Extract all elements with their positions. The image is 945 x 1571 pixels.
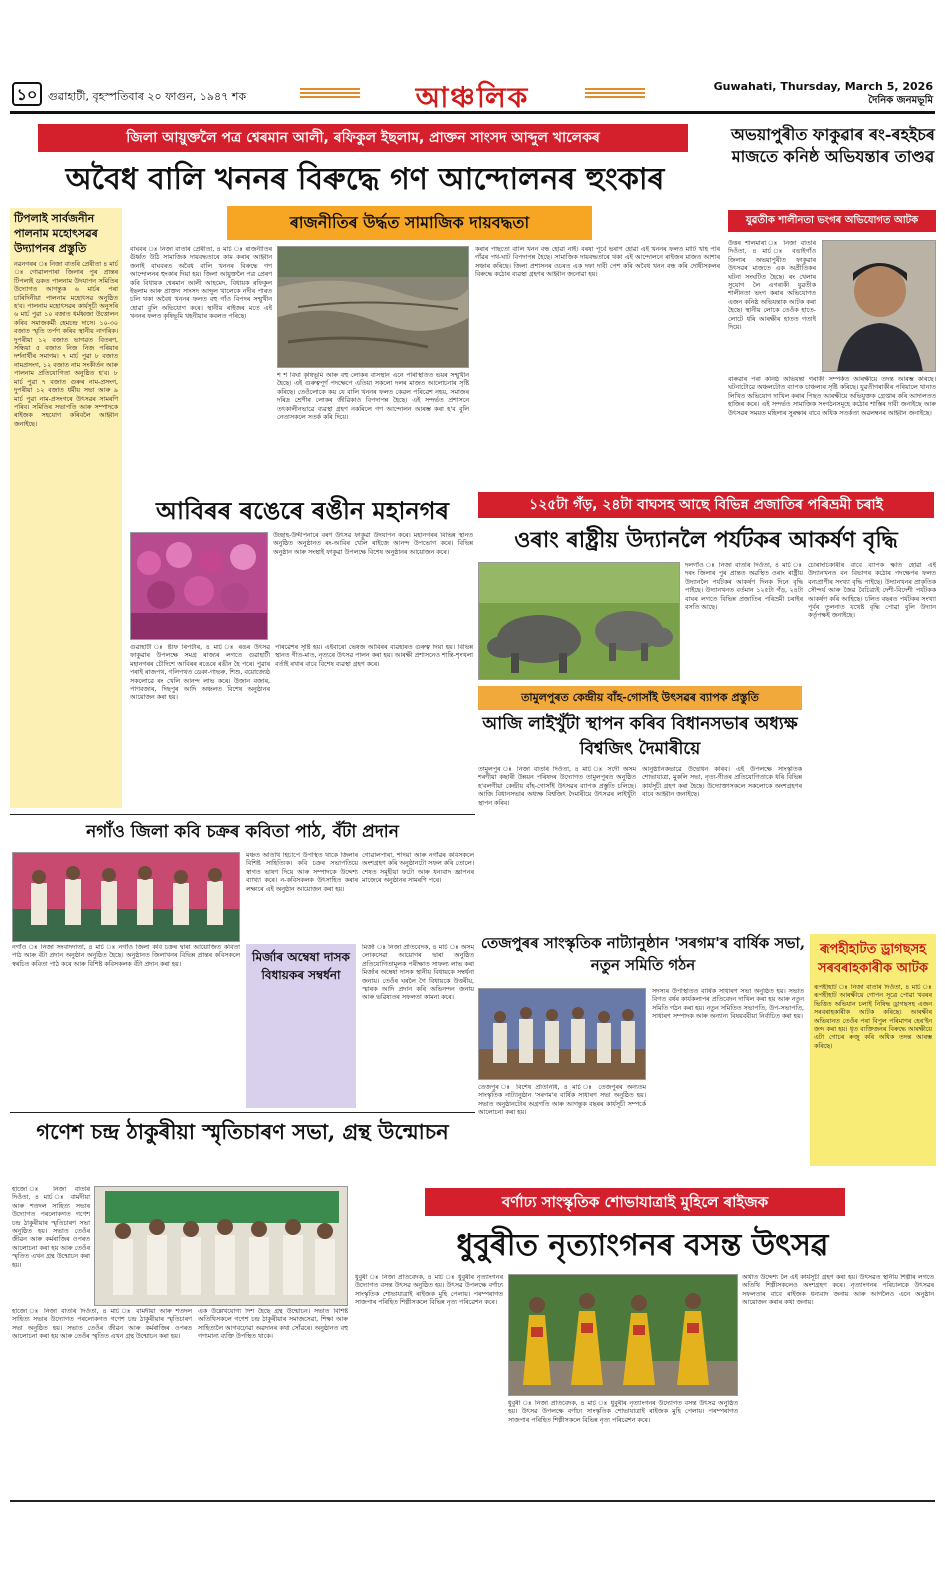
- tezpur-body-col1: সদস্যৰ উপস্থিতিত বাৰ্ষিক সাধাৰণ সভা অনুষ্ঠিত হয়। সভাত বিগত বৰ্ষৰ কাৰ্যকলাপৰ প্ৰতিবেদন দাখিল কৰা হয় আৰু নতুন সমিতি গঠন কৰা হয়। নতুন সমিতিত সভাপতি, উপ-সভাপতি, সাধাৰণ সম্পাদক আৰু অন্যান্য বিষয়ববীয়া নিৰ্বাচিত কৰা হয়।: [652, 988, 804, 1021]
- tamulpur-body-col1: তামুলপুৰ ঃ নিজা বাতৰি দিওঁতা, ৪ মাৰ্চ ঃ সদৌ অসম শৰণীয়া কছাৰী উন্নয়ন পৰিষদৰ উদ্যোগত তামুলপুৰত অনুষ্ঠিত হ'বলগীয়া কেন্দ্ৰীয় বাঁহ-গোসাঁই উৎসৱৰ ব্যাপক প্ৰস্তুতি চলিছে। আজি বিধানসভাৰ অধ্যক্ষ বিশ্বজিৎ দৈমাৰীয়ে উৎসৱৰ লাইখুঁটা স্থাপন কৰিব।: [478, 766, 636, 807]
- abir-body-col2: গুৱাহাটী ঃ ষ্টাফ ৰিপৰ্টাৰ, ৪ মাৰ্চ ঃ ৰঙৰ উৎসৱ ফাকুৱাৰ উপলক্ষে সমগ্ৰ ৰাজ্যৰ লগতে গুৱাহাটী মহানগৰৰ চৌদিশে আবিৰৰ ৰঙেৰে ৰঙীন হৈ পৰে। পুৱাৰ পৰাই ৰাজপথ, গলিপথত ডেকা-গাভৰু, শিশু, বয়োজ্যেষ্ঠ সকলোৱে ৰং খেলি আনন্দ লাভ কৰে। উজান বজাৰ, পাণবজাৰ, দিছপুৰ আদি অঞ্চলত বিশেষ অনুষ্ঠানৰ আয়োজন কৰা হয়।: [130, 644, 270, 702]
- mirza-box: [246, 944, 356, 1108]
- dancers-procession-illustration: [509, 1275, 738, 1396]
- dhubri-body-col2: ধুবুৰী ঃ নিজা প্ৰতিবেদক, ৪ মাৰ্চ ঃ ধুবুৰীৰ নৃত্যাংগনৰ উদ্যোগত বসন্ত উৎসৱ অনুষ্ঠিত হয়। উৎসৱ উপলক্ষে বৰ্ণাঢ্য সাংস্কৃতিক শোভাযাত্ৰাই ৰাইজক মুহি পেলায়। পৰম্পৰাগত সাজপাৰ পৰিহিত শিল্পীসকলে বিভিন্ন নৃত্য পৰিৱেশন কৰে।: [508, 1400, 738, 1424]
- nagaon-body-col2: মঞ্চত অতিথি হিচাপে উপস্থিত থাকে জিলাৰ বিশিষ্ট সাহিত্যিক। কবি চক্ৰৰ সভাপতিয়ে স্বাগত ভাষণ দিয়ে আৰু সম্পাদকে উদ্দেশ্য ব্যাখ্যা কৰে। ন-কবিসকলক উৎসাহিত কৰাৰ লক্ষ্যৰে এই অনুষ্ঠান আয়োজন কৰা হয়।: [246, 852, 358, 893]
- story1-body-col2: শ শ বিঘা কৃষিভূমি আৰু বহু লোকৰ বাসস্থান এনে পৰিস্থিতিত ভয়ৰ সন্মুখীন হৈছে। এই গুৰুত্বপূৰ্ণ পদক্ষেপে এতিয়া সকলো দলৰ মাজত আলোচনাৰ সৃষ্টি কৰিছে। তেওঁলোকে কয় যে বালি খননৰ ফলত কেৱল পৰিৱেশ নহয়, সমাজৰ দৰিদ্ৰ শ্ৰেণীৰ লোকৰ জীৱিকাও বিপদাপন্ন হৈছে। এই সন্দৰ্ভত প্ৰশাসনে তৎকালীনভাৱে ব্যৱস্থা গ্ৰহণ নকৰিলে গণ আন্দোলন আৰম্ভ কৰা হ'ব বুলি নেতাসকলে সতৰ্ক কৰি দিয়ে।: [277, 372, 469, 422]
- dhubri-redbar: বৰ্ণাঢ্য সাংস্কৃতিক শোভাযাত্ৰাই মুহিলে ৰাইজক: [425, 1188, 845, 1216]
- masthead: [300, 76, 645, 112]
- holi-crowd-illustration: [131, 533, 268, 640]
- tiplai-body: নৱনগৰৰ ঃ নিজা বাতৰি প্ৰেৰীতা ৪ মাৰ্চ ঃ গোৱালপাৰা জিলাৰ পুৰ প্ৰান্তৰ টিপলাই ডকত পালনাম উদযাপন সমিতিৰ উদ্যোগত আগন্তুক ৬ মাৰ্চৰ পৰা চাৰিদিনীয়া পালনাম মহোৎসৱ অনুষ্ঠিত হ'ব। পালনাম মহোৎসৱৰ কাৰ্যসূচী অনুসৰি ৬ মাৰ্চ পুৱা ১০ বজাত ধৰ্মধ্বজা উত্তোলন কৰিব সমাজকৰ্মী হেমচন্দ্ৰ দাসে। ১০-৩০ বজাত স্মৃতি তৰ্পণ কৰিব স্থানীয় নাগৰিক। দুপৰীয়া ১২ বজাত ভাগৱত বিতৰণ, সন্ধিয়া ৫ বজাত নিজ নিজ পৰিয়াৰ দৰ্শনাৰ্থীৰ সমাগম। ৭ মাৰ্চ পুৱা ৮ বজাত নামপ্ৰসংগ, ১২ বজাত নাম সংকীৰ্তন আৰু পালনাম প্ৰতিযোগিতা অনুষ্ঠিত হ'ব। ৮ মাৰ্চ পুৱা ৭ বজাত গুৰুৰ নাম-প্ৰসংগ, দুপৰীয়া ১২ বজাত ধৰ্মীয় সভা আৰু ৯ মাৰ্চ পুৱা নাম-প্ৰসংগৰে উৎসৱৰ সামৰণি পৰিব। সমিতিৰ সভাপতি আৰু সম্পাদকে ৰাইজক সহযোগ কৰিবলৈ আহ্বান জনাইছে।: [14, 261, 118, 428]
- orang-headline: ওৰাং ৰাষ্ট্ৰীয় উদ্যানলৈ পৰ্যটকৰ আকৰ্ষণ বৃদ্ধি: [514, 527, 898, 553]
- story1-headline: অবৈধ বালি খননৰ বিৰুদ্ধে গণ আন্দোলনৰ হুংকাৰ: [65, 162, 665, 197]
- dhubri-headline: ধুবুৰীত নৃত্যাংগনৰ বসন্ত উৎসৱ: [456, 1228, 829, 1263]
- orang-redbar: ১২৫টা গঁড়, ২৪টা বাঘসহ আছে বিভিন্ন প্ৰজাতিৰ পৰিভ্ৰমী চৰাই: [478, 492, 934, 518]
- divider: [10, 1112, 475, 1113]
- tamulpur-kicker: তামুলপুৰত কেন্দ্ৰীয় বাঁহ-গোসাঁই উৎসৱৰ ব্যাপক প্ৰস্তুতি: [478, 686, 802, 710]
- ganesh-body-col3: এক উল্লেখযোগ্য দিশ হৈছে গ্ৰন্থ উন্মোচন। সভাত বিশিষ্ট অতিথিসকলে গণেশ চন্দ্ৰ ঠাকুৰীয়াৰ সমাজসেৱা, শিক্ষা আৰু সাহিত্যলৈ আগবঢ়োৱা অৱদানৰ কথা সোঁৱৰে। অনুষ্ঠানত বহু গণ্যমান্য ব্যক্তি উপস্থিত থাকে।: [198, 1308, 348, 1341]
- mirza-body: মিৰ্জা ঃ নিজা প্ৰতিবেদক, ৪ মাৰ্চ ঃ অসম লোকসেৱা আয়োগৰ দ্বাৰা অনুষ্ঠিত প্ৰতিযোগিতামূলক পৰীক্ষাত সাফল্য লাভ কৰা মিৰ্জাৰ অম্বেষা দাসক স্থানীয় বিধায়কে সম্বৰ্ধনা জনায়। তেওঁৰ ঘৰলৈ গৈ বিধায়কে উত্তৰীয়, স্মাৰক আদি প্ৰদান কৰি অভিনন্দন জনায় আৰু ভৱিষ্যতৰ সফলতা কামনা কৰে।: [362, 944, 474, 1002]
- tiplai-box: [10, 208, 122, 808]
- nagaon-body-col3: গোৱালপাৰা, শদিয়া আৰু নগাঁৱৰ কবিসকলে অংশগ্ৰহণ কৰি অনুষ্ঠানটো সফল কৰি তোলে। শেষত সমূহীয়া ফটো আৰু ধন্যবাদ জ্ঞাপনৰ মাজেৰে অনুষ্ঠানৰ সামৰণি পৰে।: [362, 852, 474, 885]
- date-english: [714, 80, 933, 108]
- tezpur-photo-meeting: [478, 988, 646, 1080]
- abhaya-body-col2: বাৰুৱাৰ পৰা কনিষ্ঠ অভিযন্তা গৰাকী সম্পৰ্কত আৰক্ষীয়ে তদন্ত আৰম্ভ কৰিছে। ঘটনাটোৱে অঞ্চলটোত ব্যাপক চাঞ্চল্যৰ সৃষ্টি কৰিছে। যুৱতীগৰাকীৰ পৰিয়ালে থানাত লিখিত অভিযোগ দাখিল কৰাৰ পিছত আৰক্ষীয়ে অভিযুক্তক গ্ৰেপ্তাৰ কৰি আদালতত হাজিৰ কৰে। এই সন্দৰ্ভত সামাজিক সংগঠনসমূহে কঠোৰ শাস্তিৰ দাবী জনাইছে আৰু উৎসৱৰ সময়ত মহিলাৰ সুৰক্ষাৰ বাবে অধিক সতৰ্কতা অৱলম্বনৰ আহ্বান জনাইছে।: [728, 376, 936, 417]
- abhaya-body-col1: উত্তৰ শালমাৰা ঃ নিজা বাতৰি দিওঁতা, ৪ মাৰ্চ ঃ বঙাইগাঁও জিলাৰ অভয়াপুৰীত ফাকুৱাৰ উৎসৱৰ মাজতে এক অপ্ৰীতিকৰ ঘটনা সংঘটিত হৈছে। ৰং খেলাৰ সুযোগ লৈ এগৰাকী যুৱতীক শালীনতা ভংগ কৰাৰ অভিযোগত এজন কনিষ্ঠ অভিযন্তাক আটক কৰা হৈছে। স্থানীয় লোকে তেওঁক হাতে-লোটে ধৰি আৰক্ষীৰ হাতত গতাই দিয়ে।: [728, 240, 816, 332]
- dhubri-body-col1: ধুবুৰী ঃ নিজা প্ৰতিবেদক, ৪ মাৰ্চ ঃ ধুবুৰীৰ নৃত্যাংগনৰ উদ্যোগত বসন্ত উৎসৱ অনুষ্ঠিত হয়। উৎসৱ উপলক্ষে বৰ্ণাঢ্য সাংস্কৃতিক শোভাযাত্ৰাই ৰাইজক মুহি পেলায়। পৰম্পৰাগত সাজপাৰ পৰিহিত শিল্পীসকলে বিভিন্ন নৃত্য পৰিৱেশন কৰে।: [355, 1274, 503, 1307]
- meeting-group-illustration: [479, 989, 646, 1080]
- story1-photo-sand-mining: [277, 246, 469, 368]
- nagaon-photo-award: [12, 852, 240, 942]
- sand-mining-illustration: [278, 247, 469, 368]
- masthead-ornament-left: [300, 88, 360, 100]
- ganesh-body-col2: হাজো ঃ নিজা বাতৰি দিওঁতা, ৪ মাৰ্চ ঃ বামদীয়া আৰু শতদল সাহিত্য সভাৰ উদ্যোগত পৰলোকগত গণেশ চন্দ্ৰ ঠাকুৰীয়াৰ স্মৃতিচাৰণ সভা অনুষ্ঠিত হয়। সভাত তেওঁৰ জীৱন আৰু কৰ্মৰাজিৰ ওপৰত আলোচনা কৰা হয় আৰু তেওঁৰ স্মৃতিত এখন গ্ৰন্থ উন্মোচন কৰা হয়।: [12, 1308, 192, 1341]
- rupahi-body: ৰূপহীহাট ঃ নিজা বাতৰি দিওঁতা, ৪ মাৰ্চ ঃ ৰূপহীহাট আৰক্ষীয়ে গোপন সূত্ৰে পোৱা খবৰৰ ভিত্তিত অভিযান চলাই নিষিদ্ধ ড্ৰাগছসহ এজন সৰবৰাহকাৰীক আটক কৰিছে। আৰক্ষীৰ অভিযানত তেওঁৰ পৰা বিপুল পৰিমাণৰ হেৰ'ইন জব্দ কৰা হয়। ধৃত ব্যক্তিজনৰ বিৰুদ্ধে আৰক্ষীয়ে এটা গোচৰ ৰুজু কৰি অধিক তদন্ত আৰম্ভ কৰিছে।: [814, 984, 932, 1050]
- ganesh-body-col1: হাজো ঃ নিজা বাতৰি দিওঁতা, ৪ মাৰ্চ ঃ বামদীয়া আৰু শতদল সাহিত্য সভাৰ উদ্যোগত পৰলোকগত গণেশ চন্দ্ৰ ঠাকুৰীয়াৰ স্মৃতিচাৰণ সভা অনুষ্ঠিত হয়। সভাত তেওঁৰ জীৱন আৰু কৰ্মৰাজিৰ ওপৰত আলোচনা কৰা হয় আৰু তেওঁৰ স্মৃতিত এখন গ্ৰন্থ উন্মোচন কৰা হয়।: [12, 1186, 90, 1269]
- nagaon-headline: নগাঁও জিলা কবি চক্ৰৰ কবিতা পাঠ, বঁটা প্ৰদান: [86, 822, 399, 842]
- abhaya-redbar: যুৱতীক শালীনতা ভংগৰ অভিযোগত আটক: [728, 210, 936, 232]
- tamulpur-headline: আজি লাইখুঁটা স্থাপন কৰিব বিধানসভাৰ অধ্যক্ষ বিশ্বজিৎ দৈমাৰীয়ে: [482, 714, 798, 759]
- dhubri-body-col3: অৰ্থাত উদ্দেশ্য লৈ এই কাৰ্যসূচী গ্ৰহণ কৰা হয়। উৎসৱত স্থানীয় শিল্পীৰ লগতে অতিথি শিল্পীসকলেও অংশগ্ৰহণ কৰে। নৃত্যাংগনৰ পৰিচালকে উৎসৱৰ সফলতাৰ বাবে ৰাইজক ধন্যবাদ জনায় আৰু আগলৈও এনে অনুষ্ঠান আয়োজন কৰাৰ কথা জনায়।: [742, 1274, 934, 1307]
- abir-headline: আবিৰৰ ৰঙেৰে ৰঙীন মহানগৰ: [156, 496, 449, 525]
- story1-kicker: জিলা আয়ুক্তলৈ পত্ৰ শ্বেৰমান আলী, ৰফিকুল ইছলাম, প্ৰাক্তন সাংসদ আব্দুল খালেকৰ: [38, 124, 688, 152]
- story1-subhead: ৰাজনীতিৰ উৰ্দ্ধত সামাজিক দায়বদ্ধতা: [227, 206, 592, 240]
- abir-body-col3: পৰিৱেশৰ সৃষ্টি হয়। এইবাৰো ভেষজ আবিৰৰ ব্যৱহাৰত গুৰুত্ব দিয়া হয়। বিভিন্ন স্থানত গীত-মাত, নৃত্যৰে উৎসৱ পালন কৰা হয়। আৰক্ষী প্ৰশাসনেও শান্তি-শৃংখলা বৰ্তাই ৰখাৰ বাবে বিশেষ ব্যৱস্থা গ্ৰহণ কৰে।: [275, 644, 473, 668]
- rhino-illustration: [479, 563, 680, 680]
- section-brand: আঞ্চলিক: [415, 81, 530, 114]
- date-english-text: Guwahati, Thursday, March 5, 2026: [713, 80, 933, 93]
- tiplai-title: টিপলাই সাৰ্বজনীন পালনাম মহোৎসৱৰ উদ্যাপনৰ প্ৰস্তুতি: [14, 212, 98, 255]
- tezpur-headline: তেজপুৰৰ সাংস্কৃতিক নাট্যানুষ্ঠান 'সৰগম'ৰ বাৰ্ষিক সভা, নতুন সমিতি গঠন: [480, 934, 806, 974]
- rupahi-headline: ৰূপহীহাটত ড্ৰাগছসহ সৰবৰাহকাৰীক আটক: [818, 942, 928, 976]
- story1-body-col3: কৰাৰ পাছতো বালি খনন বন্ধ হোৱা নাই। বৰষা পূৰ্বে ভৰাণ হোৱা এই খননৰ ফলত মাটি খহি পৰি গাঁৱৰ পথ-ঘাট বিপদাপন্ন হৈছে। সামাজিক দায়বদ্ধতাৰে থকা এই আন্দোলনে ৰাইজৰ মাজত আশাৰ সঞ্চাৰ কৰিছে। জিলা প্ৰশাসনৰ ওচৰত এক দফা দাবী পেশ কৰি অবৈধ খনন বন্ধ কৰি দোষীসকলৰ বিৰুদ্ধে কঠোৰ ব্যৱস্থা গ্ৰহণৰ আহ্বান জনোৱা হয়।: [475, 246, 720, 279]
- divider: [10, 814, 475, 815]
- nagaon-body-col1: নগাঁও ঃ নিজা সংবাদদাতা, ৪ মাৰ্চ ঃ নগাঁও জিলা কবি চক্ৰৰ দ্বাৰা আয়োজিত কবিতা পাঠ আৰু বঁটা প্ৰদান অনুষ্ঠান অনুষ্ঠিত হৈছে। অনুষ্ঠানত জিলাখনৰ বিভিন্ন প্ৰান্তৰ কবিসকলে স্বৰচিত কবিতা পাঠ কৰে আৰু বিশিষ্ট কবিসকলক বঁটা প্ৰদান কৰা হয়।: [12, 944, 240, 968]
- page-number: ১০: [12, 82, 42, 106]
- ganesh-headline: গণেশ চন্দ্ৰ ঠাকুৰীয়া স্মৃতিচাৰণ সভা, গ্ৰন্থ উন্মোচন: [36, 1119, 449, 1144]
- story1-body-col1: বাঘবৰ ঃ নিজা বাতৰি প্ৰেৰীতা, ৪ মাৰ্চ ঃ ৰাজনীতিৰ ঊৰ্ধ্বত উঠি সামাজিক দায়বদ্ধতাৰে কাম কৰাৰ আহ্বান জনাই বাঘবৰত অবৈধ বালি খননৰ বিৰুদ্ধে গণ আন্দোলনৰ হুংকাৰ দিয়া হয়। জিলা আয়ুক্তলৈ পত্ৰ প্ৰেৰণ কৰি বিধায়ক শ্বেৰমান আলী আহমেদ, বিধায়ক ৰফিকুল ইছলাম আৰু প্ৰাক্তন সাংসদ আব্দুল খালেকে নদীৰ পাৰত চলি থকা অবৈধ খননৰ ফলত বহু গাঁও বিপদৰ সন্মুখীন হোৱা বুলি অভিযোগ কৰে। স্থানীয় ৰাইজৰ মতে এই খননৰ ফলত কৃষিভূমি খহনীয়াৰ কবলত পৰিছে।: [130, 246, 272, 321]
- paper-name: দৈনিক জনমভূমি: [868, 95, 933, 106]
- book-release-illustration: [95, 1187, 348, 1306]
- abir-photo-holi-crowd: [130, 532, 268, 640]
- dhubri-photo-dancers: [508, 1274, 738, 1396]
- page-bottom-rule: [10, 1500, 935, 1502]
- date-assamese: গুৱাহাটী, বৃহস্পতিবাৰ ২০ ফাগুন, ১৯৪৭ শক: [48, 90, 247, 103]
- abhaya-photo-accused: [822, 240, 936, 372]
- portrait-illustration: [823, 241, 936, 372]
- orang-photo-rhinos: [478, 562, 680, 680]
- orang-body-col2: চোৰাংচিকাৰীৰ বাবে ব্যাপক ক্ষতি হোৱা এই উদ্যানখনত বন বিভাগৰ কঠোৰ পদক্ষেপৰ ফলত বন্যপ্ৰাণীৰ সংখ্যা বৃদ্ধি পাইছে। উদ্যানখনৰ প্ৰাকৃতিক সৌন্দৰ্য আৰু জৈৱ বৈচিত্ৰ্যই দেশী-বিদেশী পৰ্যটকক আকৰ্ষণ কৰি আহিছে। চলিত বছৰত পৰ্যটকৰ সংখ্যা পূৰ্বৰ তুলনাত যথেষ্ট বৃদ্ধি পোৱা বুলি উদ্যান কৰ্তৃপক্ষই জনাইছে।: [808, 562, 936, 620]
- tamulpur-body-col2: আনুষ্ঠানিকভাৱে উদ্বোধন কৰিব। এই উপলক্ষে সাংস্কৃতিক শোভাযাত্ৰা, মুকলি সভা, নৃত্য-গীতৰ প্ৰতিযোগিতাকে ধৰি বিভিন্ন কাৰ্যসূচী গ্ৰহণ কৰা হৈছে। উদ্যোক্তাসকলে সকলোকে অংশগ্ৰহণৰ বাবে আহ্বান জনাইছে।: [642, 766, 802, 799]
- masthead-ornament-right: [585, 88, 645, 100]
- abir-body-col1: উচ্ছাহ-উদ্দীপনাৰে বৰণ উৎসৱ ফাকুৱা উদযাপন কৰে। মহানগৰৰ বিভিন্ন স্থানত অনুষ্ঠিত অনুষ্ঠানত ৰং-আবিৰ খেলি ৰাইজে আনন্দ উপভোগ কৰে। বিভিন্ন অনুষ্ঠান আৰু সংস্থাই ফাকুৱা উপলক্ষে বিশেষ অনুষ্ঠানৰ আয়োজন কৰে।: [273, 532, 473, 556]
- tezpur-body-col2: তেজপুৰ ঃ বিশেষ প্ৰতিনিধি, ৪ মাৰ্চ ঃ তেজপুৰৰ অন্যতম সাংস্কৃতিক নাট্যানুষ্ঠান 'সৰগম'ৰ বাৰ্ষিক সাধাৰণ সভা অনুষ্ঠিত হয়। সভাত অনুষ্ঠানটোৰ অগ্ৰগতি আৰু আগন্তুক বছৰৰ কাৰ্যসূচী সম্পৰ্কে আলোচনা কৰা হয়।: [478, 1084, 646, 1117]
- ganesh-photo-book-release: [94, 1186, 348, 1306]
- award-ceremony-illustration: [13, 853, 240, 942]
- mirza-headline: মিৰ্জাৰ অম্বেষা দাসক বিধায়কৰ সম্বৰ্ধনা: [252, 950, 350, 982]
- abhaya-headline: অভয়াপুৰীত ফাকুৱাৰ ৰং-ৰহইচৰ মাজতে কনিষ্ঠ অভিযন্তাৰ তাণ্ডৱ: [731, 125, 935, 166]
- orang-body-col1: দলগাঁও ঃ নিজা বাতৰি দিওঁতা, ৪ মাৰ্চ ঃ দৰং জিলাৰ পুৰ প্ৰান্তত অৱস্থিত ওৰাং ৰাষ্ট্ৰীয় উদ্যানলৈ পৰ্যটকৰ আকৰ্ষণ দিনক দিনে বৃদ্ধি পাইছে। উদ্যানখনত বৰ্তমান ১২৫টা গঁড়, ২৪টা বাঘৰ লগতে বিভিন্ন প্ৰজাতিৰ পৰিভ্ৰমী চৰাইৰ বসতি আছে।: [685, 562, 803, 612]
